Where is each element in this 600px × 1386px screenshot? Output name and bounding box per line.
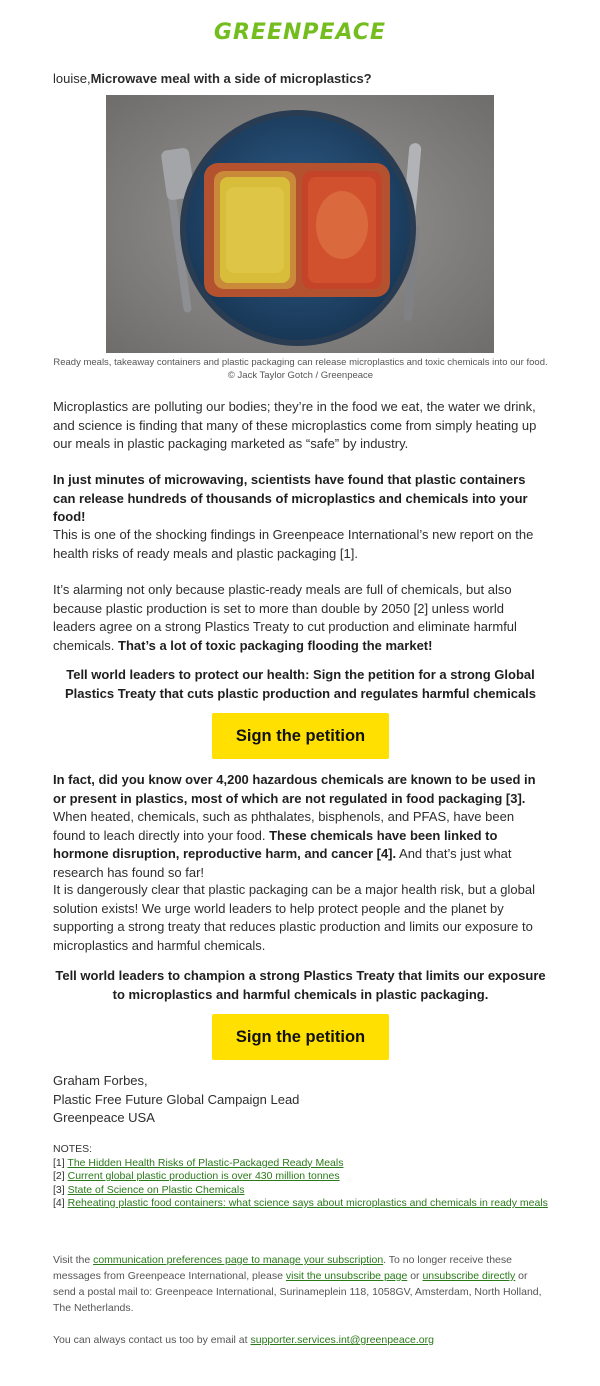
unsubscribe-page-link[interactable]: visit the unsubscribe page — [285, 1270, 408, 1282]
note-link-1[interactable]: The Hidden Health Risks of Plastic-Packaged Ready Meals — [67, 1156, 344, 1169]
greeting-line — [53, 70, 548, 88]
chemicals-text-1: When heated, chemicals, such as phthalates, bisphenols, and PFAS, have been found to leach directly into your food. — [53, 809, 515, 843]
footer-text: Visit the — [53, 1254, 94, 1266]
image-caption: Ready meals, takeaway containers and plastic packaging can release microplastics and toxic chemicals into our food. © Jack Taylor Gotch / Greenpeace — [53, 357, 548, 381]
note-number: [1] — [53, 1156, 65, 1169]
note-link-3[interactable]: State of Science on Plastic Chemicals — [67, 1183, 245, 1196]
production-emphasis: That’s a lot of toxic packaging flooding the market! — [118, 637, 433, 653]
signature — [53, 1072, 548, 1128]
greenpeace-logo[interactable] — [0, 20, 600, 45]
ready-meal-illustration — [106, 95, 494, 353]
footer-contact — [53, 1332, 548, 1348]
notes-section — [53, 1143, 548, 1211]
paragraph-microwave-finding: In just minutes of microwaving, scientists have found that plastic containers can release hundreds of thousands of microplastics and chemicals into your food! — [53, 472, 528, 524]
notes-heading: NOTES: — [53, 1143, 93, 1155]
chemicals-text-2: And that’s just what research has found so far! — [53, 846, 512, 880]
chemicals-emphasis-1: In fact, did you know over 4,200 hazardous chemicals are known to be used in or present in plastics, most of which are not regulated in food packaging [3]. — [53, 772, 536, 806]
paragraph-intro: Microplastics are polluting our bodies; they’re in the food we eat, the water we drink, and science is finding that many of these microplastics come from simply heating up our meals in plastic packaging marketed as “safe” by industry. — [53, 399, 537, 451]
recipient-name: louise, — [53, 71, 91, 86]
footer-text: or send a postal mail to: Greenpeace International, Surinameplein 118, 1058GV, Amsterdam, North Holland, The Netherlands. — [53, 1270, 542, 1314]
preferences-link[interactable]: communication preferences page to manage your subscription — [93, 1254, 384, 1266]
paragraph-report: This is one of the shocking findings in Greenpeace International’s new report on the health risks of ready meals and plastic packaging [1]. — [53, 527, 534, 561]
call-to-action-2: Tell world leaders to champion a strong Plastics Treaty that limits our exposure to microplastics and harmful chemicals in plastic packaging. — [55, 968, 546, 1002]
footer-text: . To no longer receive these messages from Greenpeace International, please — [53, 1254, 512, 1282]
chemicals-emphasis-2: These chemicals have been linked to hormone disruption, reproductive harm, and cancer [4]. — [53, 827, 498, 861]
note-item — [53, 1197, 548, 1211]
signer-title: Plastic Free Future Global Campaign Lead — [53, 1091, 300, 1107]
production-text: It’s alarming not only because plastic-ready meals are full of chemicals, but also because plastic production is set to more than double by 2050 [2] unless world leaders agree on a strong Plastics Treaty to cut production and eliminate harmful chemicals. — [53, 582, 517, 653]
note-item — [53, 1184, 548, 1198]
note-link-2[interactable]: Current global plastic production is over 430 million tonnes — [67, 1170, 340, 1182]
paragraph-chemicals — [53, 771, 548, 882]
logo-text: GREENPEACE — [213, 20, 387, 45]
ready-meal-photo — [106, 95, 494, 353]
footer-unsubscribe — [53, 1252, 548, 1316]
note-number: [4] — [53, 1197, 65, 1209]
contact-text: You can always contact us too by email at — [53, 1334, 251, 1346]
contact-email-link[interactable]: supporter.services.int@greenpeace.org — [250, 1334, 434, 1346]
sign-petition-button-2[interactable]: Sign the petition — [212, 1014, 389, 1060]
note-link-4[interactable]: Reheating plastic food containers: what science says about microplastics and chemicals in ready meals — [67, 1197, 548, 1209]
note-number: [2] — [53, 1170, 65, 1182]
call-to-action-1: Tell world leaders to protect our health: Sign the petition for a strong Global Plastics Treaty that cuts plastic production and regulates harmful chemicals — [64, 667, 537, 701]
note-number: [3] — [53, 1183, 65, 1196]
sign-petition-button-1[interactable]: Sign the petition — [212, 713, 389, 759]
note-item — [53, 1157, 548, 1171]
signer-name: Graham Forbes, — [53, 1073, 148, 1088]
footer-text: or — [407, 1270, 423, 1282]
email-subject: Microwave meal with a side of microplastics? — [90, 71, 372, 86]
paragraph-production — [53, 581, 548, 655]
signer-org: Greenpeace USA — [53, 1110, 155, 1125]
paragraph-solution: It is dangerously clear that plastic packaging can be a major health risk, but a global solution exists! We urge world leaders to help protect people and the planet by supporting a strong treaty that reduces plastic production and limits our exposure to microplastics and harmful chemicals. — [53, 882, 535, 953]
note-item — [53, 1170, 548, 1184]
unsubscribe-direct-link[interactable]: unsubscribe directly — [422, 1270, 516, 1282]
